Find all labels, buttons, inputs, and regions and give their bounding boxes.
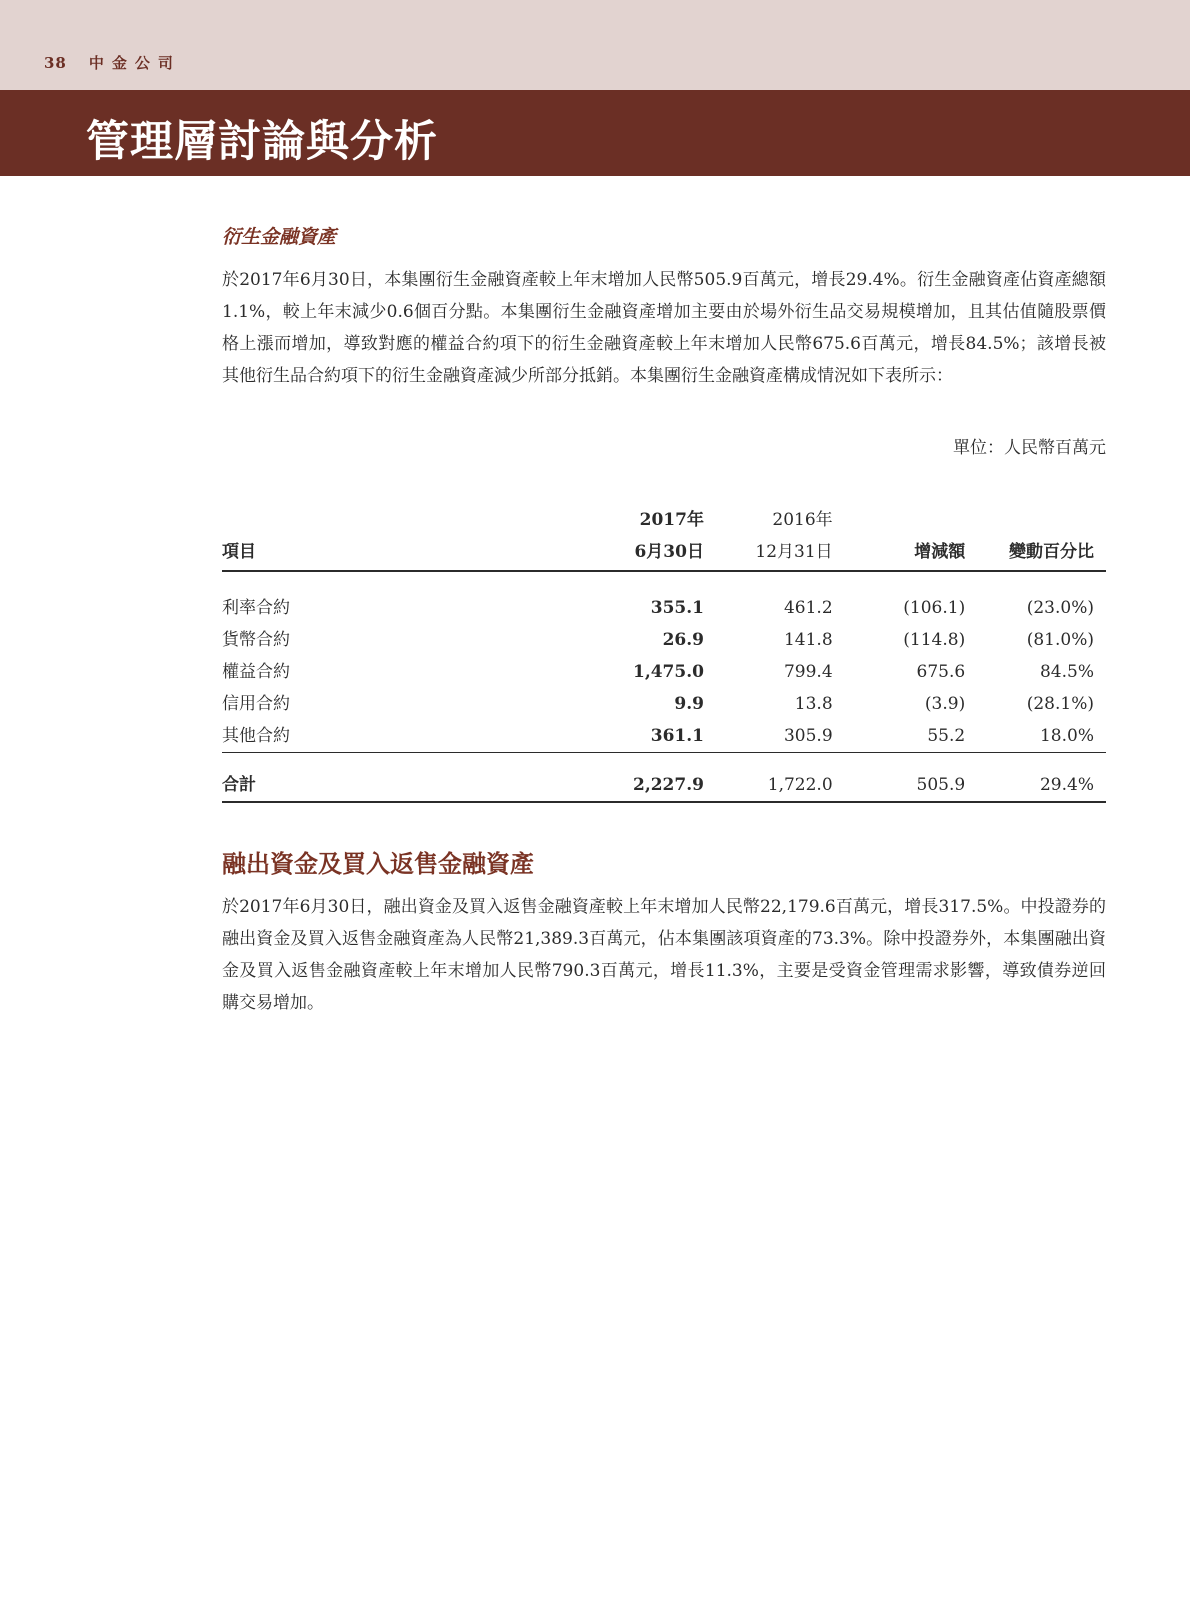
row-change: (3.9) xyxy=(924,694,966,714)
total-value-2016: 1,722.0 xyxy=(704,753,833,803)
header-2017-year: 2017年 xyxy=(639,510,704,530)
total-value-2017: 2,227.9 xyxy=(546,753,704,803)
page-title: 管理層討論與分析 xyxy=(86,117,438,167)
row-item: 權益合約 xyxy=(222,662,290,682)
table-row xyxy=(222,571,1106,624)
row-pct: (28.1%) xyxy=(1026,694,1094,714)
header-pct: 變動百分比 xyxy=(965,536,1106,571)
row-item: 其他合約 xyxy=(222,720,546,753)
table-total-row xyxy=(222,753,1106,803)
header-band xyxy=(0,0,1190,90)
section-heading-margin-financing: 融出資金及買入返售金融資產 xyxy=(222,849,534,878)
total-change: 505.9 xyxy=(833,753,966,803)
row-item: 利率合約 xyxy=(222,598,290,618)
margin-financing-paragraph: 於2017年6月30日，融出資金及買入返售金融資產較上年末增加人民幣22,179.6百萬元，增長317.5%。中投證券的融出資金及買入返售金融資產為人民幣21,389.3百萬元，佔本集團該項資產的73.3%。除中投證券外，本集團融出資金及買入返售金融資產較上年末增加人民幣790.3百萬元，增長11.3%，主要是受資金管理需求影響，導致債券逆回購交易增加。 xyxy=(222,897,1106,1013)
unit-label: 單位：人民幣百萬元 xyxy=(953,438,1106,458)
header-item: 項目 xyxy=(222,536,546,571)
row-value-2016: 461.2 xyxy=(783,598,833,618)
row-change: 675.6 xyxy=(916,662,966,682)
row-value-2016: 13.8 xyxy=(794,694,833,714)
row-change: (114.8) xyxy=(903,630,966,650)
derivatives-table xyxy=(222,504,1106,803)
total-item: 合計 xyxy=(222,753,546,803)
row-pct: (81.0%) xyxy=(1026,630,1094,650)
header-change: 增減額 xyxy=(833,536,966,571)
derivatives-paragraph: 於2017年6月30日，本集團衍生金融資產較上年末增加人民幣505.9百萬元，增長29.4%。衍生金融資產佔資產總額1.1%，較上年末減少0.6個百分點。本集團衍生金融資產增加主要由於場外衍生品交易規模增加，且其估值隨股票價格上漲而增加，導致對應的權益合約項下的衍生金融資產較上年末增加人民幣675.6百萬元，增長84.5%；該增長被其他衍生品合約項下的衍生金融資產減少所部分抵銷。本集團衍生金融資產構成情況如下表所示： xyxy=(222,270,1106,386)
table-row xyxy=(222,720,1106,753)
page-number: 38 xyxy=(44,54,67,72)
main-content xyxy=(222,222,1106,1019)
row-value-2017: 355.1 xyxy=(650,598,704,618)
row-pct: 18.0% xyxy=(965,720,1106,753)
row-pct: (23.0%) xyxy=(1026,598,1094,618)
header-2016-date: 12月31日 xyxy=(704,536,833,571)
row-item: 貨幣合約 xyxy=(222,630,290,650)
table-row xyxy=(222,688,1106,720)
row-pct: 84.5% xyxy=(1039,662,1094,682)
running-header xyxy=(44,52,181,73)
row-value-2016: 799.4 xyxy=(783,662,833,682)
row-value-2017: 1,475.0 xyxy=(632,662,704,682)
row-value-2017: 26.9 xyxy=(662,630,704,650)
header-2016-year: 2016年 xyxy=(772,510,833,530)
row-change: (106.1) xyxy=(903,598,966,618)
table-row xyxy=(222,656,1106,688)
header-2017-date: 6月30日 xyxy=(546,536,704,571)
row-value-2016: 141.8 xyxy=(783,630,833,650)
table-row xyxy=(222,624,1106,656)
row-value-2017: 9.9 xyxy=(674,694,704,714)
row-change: 55.2 xyxy=(833,720,966,753)
row-value-2016: 305.9 xyxy=(704,720,833,753)
section-heading-derivatives: 衍生金融資產 xyxy=(222,226,337,248)
row-value-2017: 361.1 xyxy=(546,720,704,753)
row-item: 信用合約 xyxy=(222,694,290,714)
company-name: 中金公司 xyxy=(88,54,181,72)
total-pct: 29.4% xyxy=(965,753,1106,803)
